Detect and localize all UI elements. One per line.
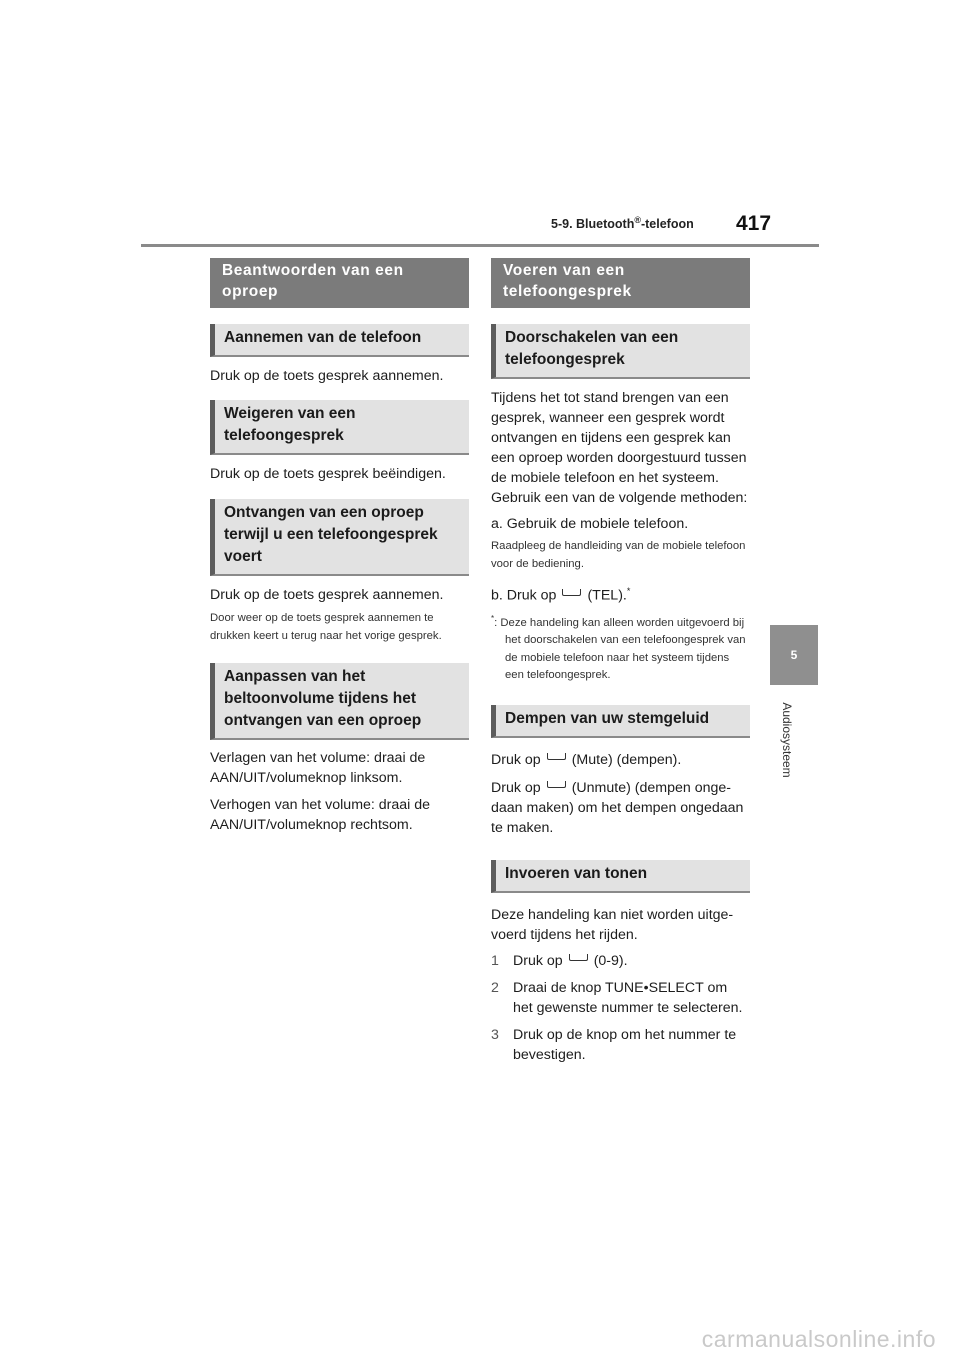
subheading-receive-during-call: Ontvangen van een oproep terwijl u een telefoongesprek voert (210, 499, 469, 576)
tones-step-3: 3 Druk op de knop om het nummer te bevestigen. (491, 1026, 737, 1063)
tones-step-2: 2 Draai de knop TUNE•SELECT om het gewenste nummer te selecteren. (491, 979, 743, 1016)
unmute-text: Druk op (Unmute) (dempen ongedaan maken) om het dempen ongedaan te maken. (491, 779, 744, 836)
chapter-tab: 5 (770, 625, 818, 685)
heading-answer-call: Beantwoorden van een oproep (210, 258, 469, 308)
reject-text: Druk op de toets gesprek beëindigen. (210, 466, 446, 482)
option-a-note: Raadpleeg de handleiding van de mobiele telefoon voor de bediening. (491, 540, 746, 570)
heading-make-call: Voeren van een telefoongesprek (491, 258, 750, 308)
right-column (491, 258, 750, 1065)
mute-text: Druk op (Mute) (dempen). (491, 751, 682, 768)
option-a-text: a. Gebruik de mobiele telefoon. (491, 516, 689, 532)
receive-text: Druk op de toets gesprek aannemen. (210, 587, 444, 603)
subheading-reject-call: Weigeren van een telefoongesprek (210, 400, 469, 455)
unmute-button-icon (547, 781, 566, 788)
tel-button-icon (562, 589, 581, 596)
tones-intro: Deze handeling kan niet worden uitgevoerd tijdens het rijden. (491, 906, 734, 943)
transfer-intro: Tijdens het tot stand brengen van een gesprek, wanneer een gesprek wordt ontvangen en tijdens een gesprek kan een oproep worden doorgestuurd tussen de mobiele telefoon en het systeem. Gebruik een van de volgende methoden: (491, 390, 748, 506)
subheading-enter-tones: Invoeren van tonen (491, 860, 750, 893)
section-title: 5-9. Bluetooth®-telefoon (551, 215, 694, 232)
footnote: *: Deze handeling kan alleen worden uitgevoerd bij het doorschakelen van een telefoongesprek van de mobiele telefoon naar het systeem tijdens een telefoongesprek. (491, 613, 746, 681)
mute-button-icon (547, 753, 566, 760)
subheading-mute: Dempen van uw stemgeluid (491, 705, 750, 738)
receive-note: Door weer op de toets gesprek aannemen te drukken keert u terug naar het vorige gesprek. (210, 612, 442, 642)
subheading-ringtone-volume: Aanpassen van het beltoonvolume tijdens het ontvangen van een oproep (210, 663, 469, 740)
header-divider (141, 244, 819, 247)
digit-button-icon (569, 954, 588, 961)
tones-step-1: 1 Druk op (0-9). (491, 952, 628, 969)
answer-text: Druk op de toets gesprek aannemen. (210, 368, 444, 384)
watermark-text: carmanualsonline.info (701, 1326, 936, 1352)
subheading-transfer-call: Doorschakelen van een telefoongesprek (491, 324, 750, 379)
left-column (210, 258, 469, 835)
watermark-bar (0, 1322, 960, 1358)
chapter-label: Audiosysteem (780, 702, 794, 778)
subheading-answer-phone: Aannemen van de telefoon (210, 324, 469, 357)
volume-lower-text: Verlagen van het volume: draai de AAN/UIT/volumeknop linksom. (210, 750, 426, 786)
volume-raise-text: Verhogen van het volume: draai de AAN/UIT/volumeknop rechtsom. (210, 797, 431, 833)
page-number: 417 (736, 212, 772, 235)
option-b-text: b. Druk op (TEL).* (491, 586, 631, 604)
